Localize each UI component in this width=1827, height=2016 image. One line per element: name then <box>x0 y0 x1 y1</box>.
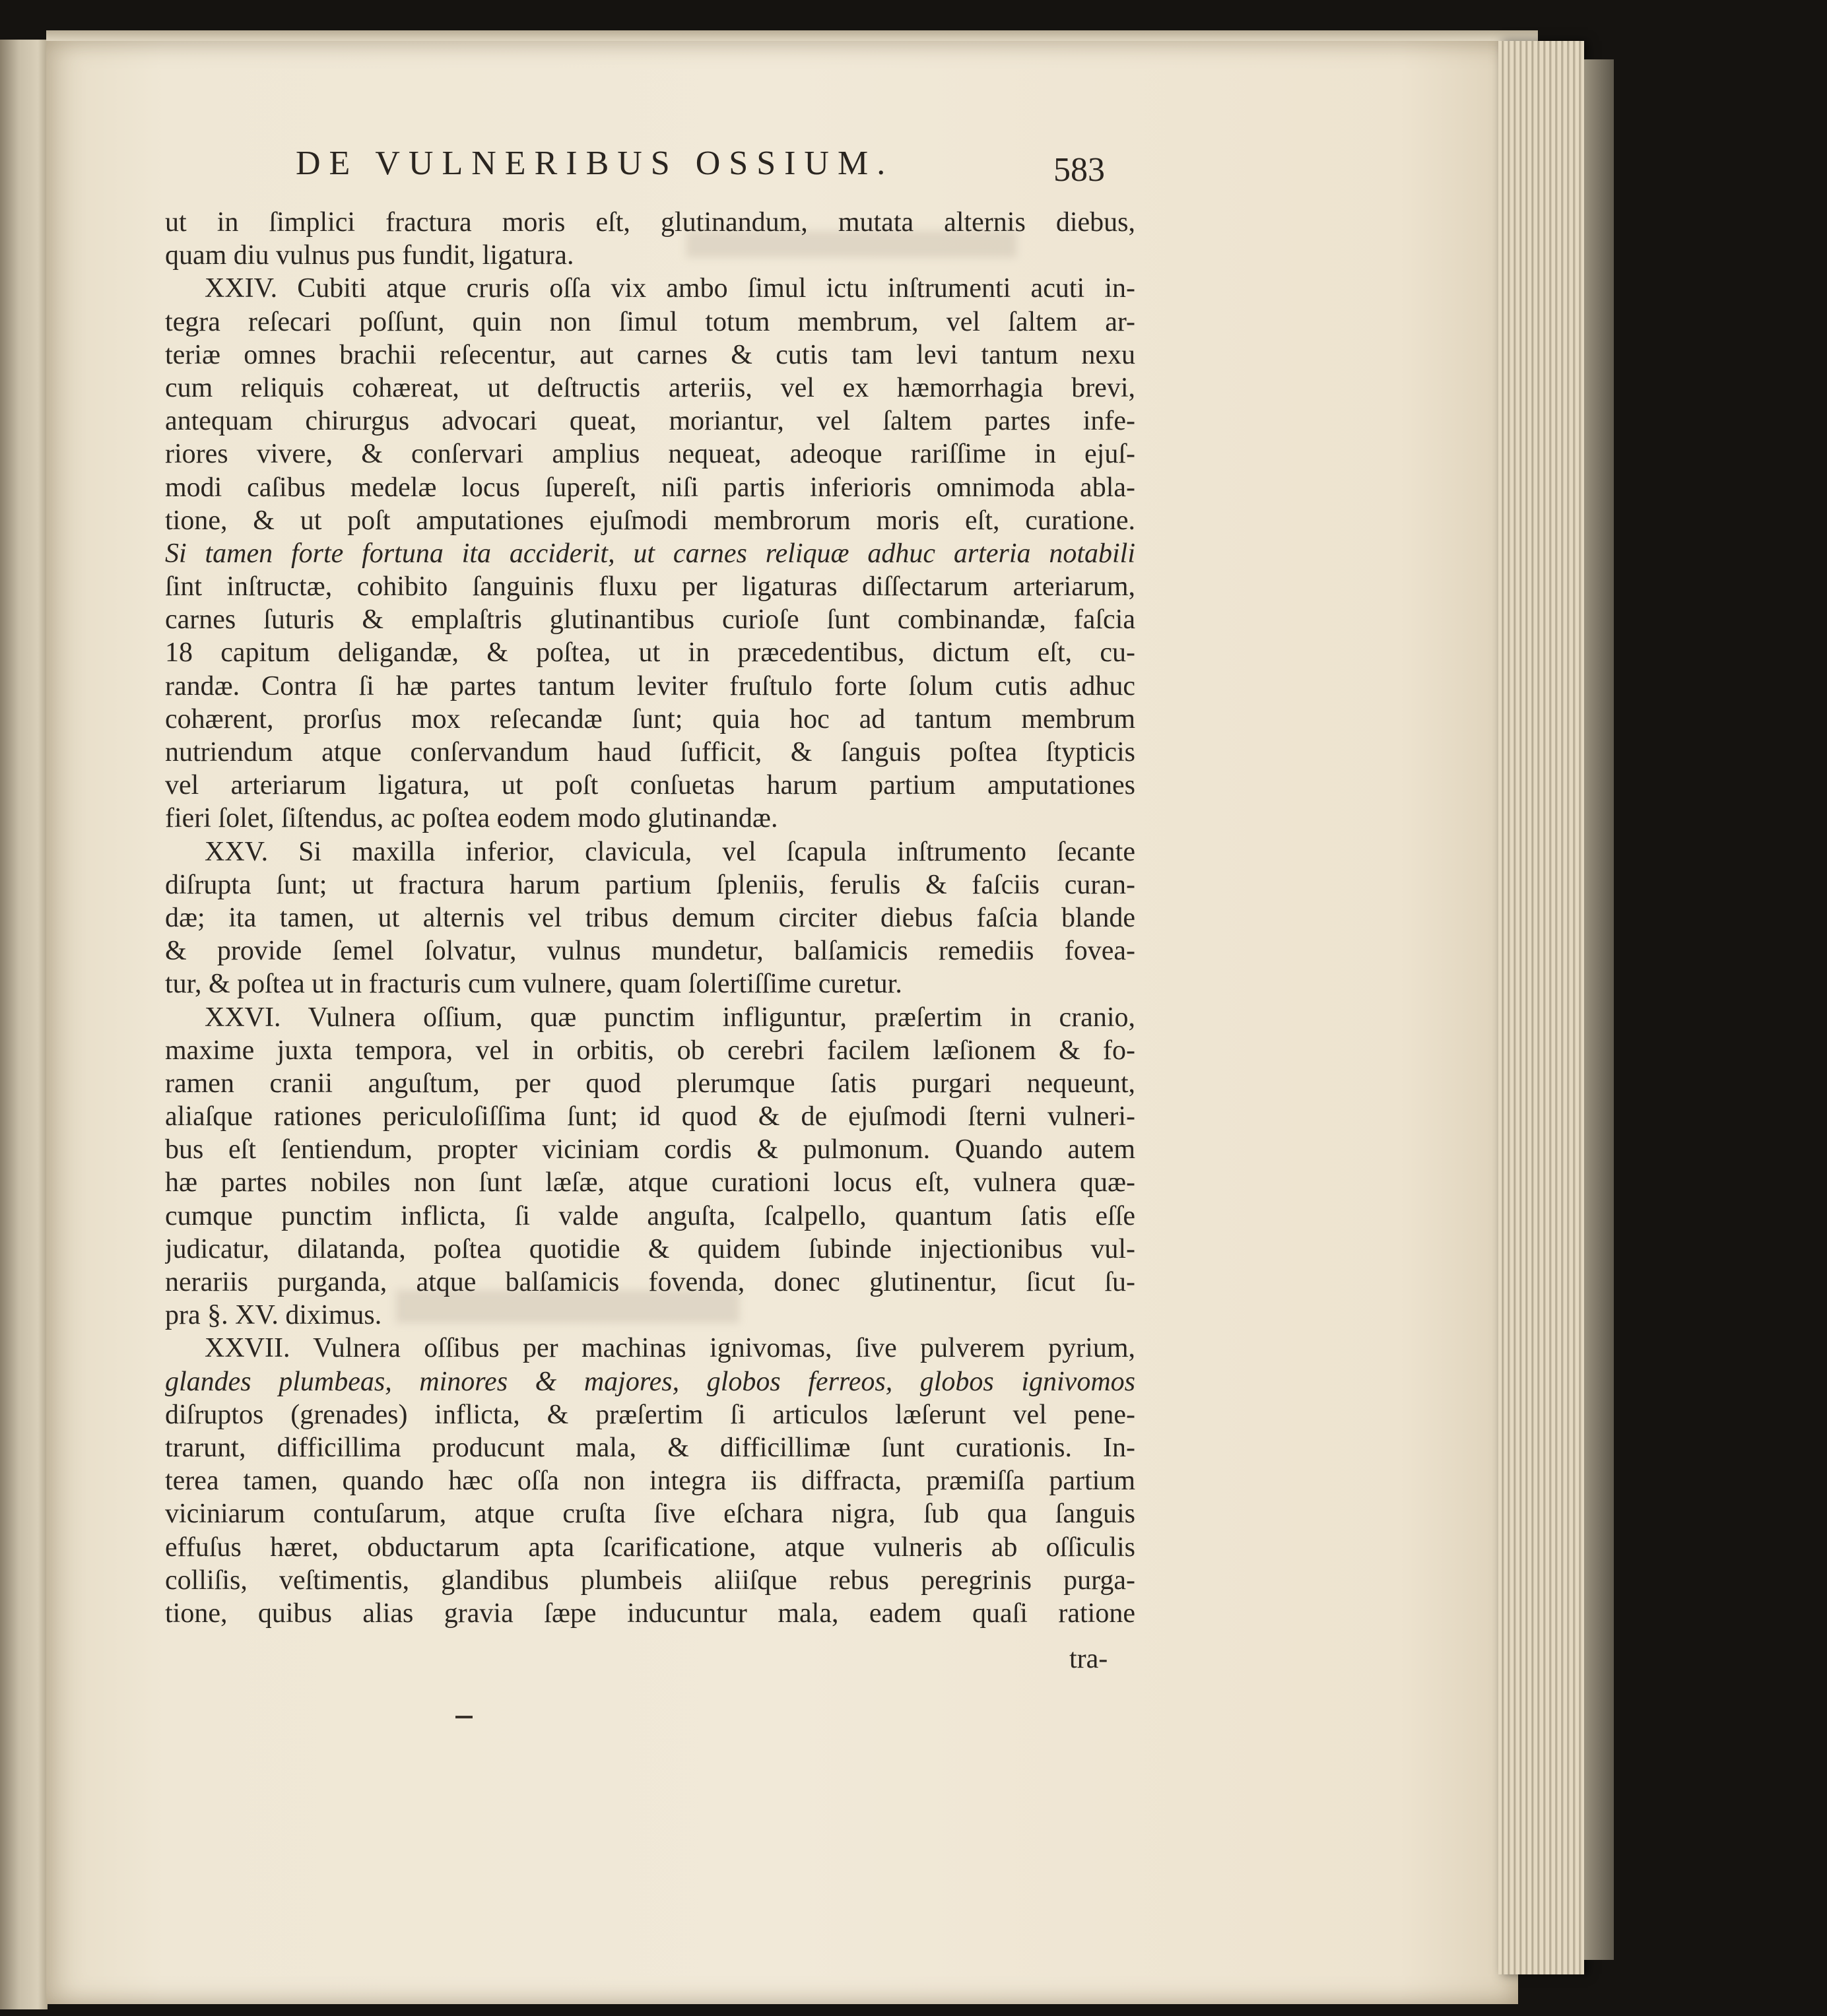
text-line: terea tamen, quando hæc oſſa non integra iis diffracta, præmiſſa partium <box>165 1466 1135 1497</box>
text-line: Si tamen forte fortuna ita acciderit, ut carnes reliquæ adhuc arteria notabili <box>165 538 1135 569</box>
running-head: DE VULNERIBUS OSSIUM. <box>296 145 894 182</box>
text-line: tione, quibus alias gravia ſæpe inducuntur mala, eadem quaſi ratione <box>165 1598 1135 1629</box>
page-number: 583 <box>1053 151 1105 189</box>
left-page-edge <box>0 40 48 2009</box>
text-line: ſint inſtructæ, cohibito ſanguinis fluxu per ligaturas diſſectarum arteriarum, <box>165 571 1135 602</box>
text-line: antequam chirurgus advocari queat, moriantur, vel ſaltem partes infe- <box>165 406 1135 437</box>
text-line: modi caſibus medelæ locus ſupereſt, niſi partis inferioris omnimoda abla- <box>165 472 1135 503</box>
text-line: dæ; ita tamen, ut alternis vel tribus demum circiter diebus faſcia blande <box>165 902 1135 933</box>
text-line: aliaſque rationes periculoſiſſima ſunt; id quod & de ejuſmodi ſterni vulneri- <box>165 1101 1135 1132</box>
text-line: viciniarum contuſarum, atque cruſta ſive eſchara nigra, ſub qua ſanguis <box>165 1499 1135 1530</box>
text-line: hæ partes nobiles non ſunt læſæ, atque curationi locus eſt, vulnera quæ- <box>165 1167 1135 1198</box>
text-line: trarunt, difficillima producunt mala, & difficillimæ ſunt curationis. In- <box>165 1432 1135 1463</box>
page-block-edges <box>1498 41 1584 1974</box>
section-xxiv-first-line: XXIV. Cubiti atque cruris oſſa vix ambo ſimul ictu inſtrumenti acuti in- <box>205 273 1135 304</box>
text-line: randæ. Contra ſi hæ partes tantum leviter fruſtulo forte ſolum cutis adhuc <box>165 670 1135 701</box>
text-line: tur, & poſtea ut in fracturis cum vulnere, quam ſolertiſſime curetur. <box>165 969 902 1000</box>
text-line: & provide ſemel ſolvatur, vulnus mundetur, balſamicis remediis fovea- <box>165 936 1135 967</box>
text-line: diſruptos (grenades) inflicta, & præſertim ſi articulos læſerunt vel pene- <box>165 1399 1135 1430</box>
text-line: maxime juxta tempora, vel in orbitis, ob cerebri facilem læſionem & fo- <box>165 1035 1135 1066</box>
text-line: tegra reſecari poſſunt, quin non ſimul totum membrum, vel ſaltem ar- <box>165 306 1135 337</box>
section-xxvii-first-line: XXVII. Vulnera oſſibus per machinas ignivomas, ſive pulverem pyrium, <box>205 1333 1135 1364</box>
text-line: ut in ſimplici fractura moris eſt, glutinandum, mutata alternis diebus, <box>165 207 1135 238</box>
text-line: ramen cranii anguſtum, per quod plerumque ſatis purgari nequeunt, <box>165 1068 1135 1099</box>
text-line: glandes plumbeas, minores & majores, globos ferreos, globos ignivomos <box>165 1366 1135 1397</box>
text-line: riores vivere, & conſervari amplius nequeat, adeoque rariſſime in ejuſ- <box>165 439 1135 470</box>
ink-mark <box>455 1716 473 1718</box>
text-line: judicatur, dilatanda, poſtea quotidie & quidem ſubinde injectionibus vul- <box>165 1233 1135 1264</box>
text-line: cum reliquis cohæreat, ut deſtructis arteriis, vel ex hæmorrhagia brevi, <box>165 372 1135 403</box>
text-line: bus eſt ſentiendum, propter viciniam cordis & pulmonum. Quando autem <box>165 1134 1135 1165</box>
text-line: colliſis, veſtimentis, glandibus plumbeis aliiſque rebus peregrinis purga- <box>165 1565 1135 1596</box>
text-line: teriæ omnes brachii reſecentur, aut carnes & cutis tam levi tantum nexu <box>165 339 1135 370</box>
text-line: 18 capitum deligandæ, & poſtea, ut in præcedentibus, dictum eſt, cu- <box>165 637 1135 668</box>
text-line: tione, & ut poſt amputationes ejuſmodi membrorum moris eſt, curatione. <box>165 505 1135 536</box>
body-text <box>165 206 1135 1630</box>
text-line: effuſus hæret, obductarum apta ſcarificatione, atque vulneris ab oſſiculis <box>165 1532 1135 1563</box>
text-line: carnes ſuturis & emplaſtris glutinantibus curioſe ſunt combinandæ, faſcia <box>165 604 1135 635</box>
text-line: quam diu vulnus pus fundit, ligatura. <box>165 240 574 271</box>
text-line: vel arteriarum ligatura, ut poſt conſuetas harum partium amputationes <box>165 770 1135 801</box>
catchword: tra- <box>1069 1644 1108 1674</box>
section-xxvi-first-line: XXVI. Vulnera oſſium, quæ punctim infliguntur, præſertim in cranio, <box>205 1002 1135 1033</box>
text-line: pra §. XV. diximus. <box>165 1300 382 1331</box>
book-cover-edge <box>1584 59 1614 1960</box>
text-line: cumque punctim inflicta, ſi valde anguſta, ſcalpello, quantum ſatis eſſe <box>165 1200 1135 1231</box>
section-xxv-first-line: XXV. Si maxilla inferior, clavicula, vel ſcapula inſtrumento ſecante <box>205 836 1135 867</box>
text-line: nutriendum atque conſervandum haud ſufficit, & ſanguis poſtea ſtypticis <box>165 737 1135 767</box>
text-line: fieri ſolet, ſiſtendus, ac poſtea eodem modo glutinandæ. <box>165 803 778 834</box>
text-line: nerariis purganda, atque balſamicis fovenda, donec glutinentur, ſicut ſu- <box>165 1267 1135 1297</box>
text-line: diſrupta ſunt; ut fractura harum partium ſpleniis, ferulis & faſciis curan- <box>165 869 1135 900</box>
text-line: cohærent, prorſus mox reſecandæ ſunt; quia hoc ad tantum membrum <box>165 703 1135 734</box>
